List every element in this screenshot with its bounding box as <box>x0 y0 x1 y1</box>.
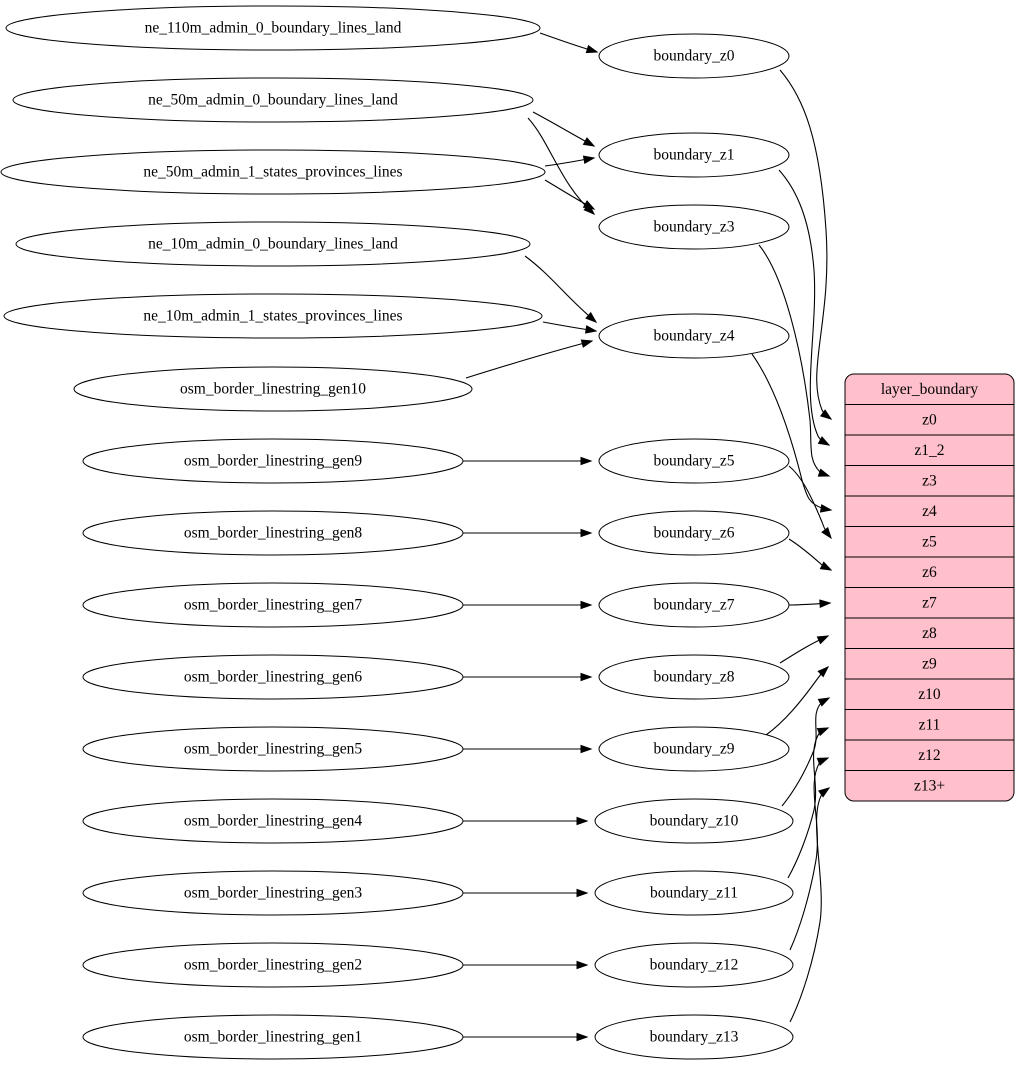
arrow-icon <box>577 889 587 896</box>
edge <box>752 354 831 510</box>
source-nodes-group <box>1 6 545 1059</box>
source-node-label: osm_border_linestring_gen1 <box>183 1028 363 1046</box>
arrow-icon <box>577 961 587 968</box>
source-node[interactable] <box>83 655 463 699</box>
table-row[interactable]: z4 <box>922 502 937 520</box>
edge <box>789 466 831 538</box>
source-node-label: osm_border_linestring_gen2 <box>183 956 363 974</box>
edge <box>466 341 592 378</box>
table-row[interactable]: z8 <box>922 624 937 642</box>
source-node[interactable] <box>4 294 542 338</box>
source-node-label: osm_border_linestring_gen3 <box>183 884 363 902</box>
intermediate-node-label: boundary_z4 <box>653 327 735 345</box>
edge <box>779 170 829 445</box>
source-node-label: ne_10m_admin_1_states_provinces_lines <box>143 307 403 325</box>
source-node-label: ne_10m_admin_0_boundary_lines_land <box>148 235 398 253</box>
arrow-icon <box>820 600 830 607</box>
intermediate-node-label: boundary_z12 <box>649 956 739 974</box>
arrow-icon <box>584 156 594 163</box>
intermediate-node[interactable] <box>595 943 793 987</box>
source-node-label: osm_border_linestring_gen8 <box>183 524 363 542</box>
layer-table <box>845 374 1014 801</box>
source-node[interactable] <box>1 150 545 194</box>
table-row[interactable]: z0 <box>922 411 937 429</box>
arrow-icon <box>581 673 591 680</box>
arrow-icon <box>820 562 831 570</box>
edge <box>528 118 594 214</box>
edge <box>788 728 828 878</box>
table-row[interactable]: z7 <box>922 594 937 612</box>
source-node-label: ne_110m_admin_0_boundary_lines_land <box>144 19 402 37</box>
source-node-label: ne_50m_admin_1_states_provinces_lines <box>143 163 403 181</box>
source-node[interactable] <box>16 222 530 266</box>
edge <box>759 245 829 476</box>
source-node-label: ne_50m_admin_0_boundary_lines_land <box>148 91 398 109</box>
arrow-icon <box>818 469 829 476</box>
source-node[interactable] <box>74 367 472 411</box>
source-node[interactable] <box>83 943 463 987</box>
arrow-icon <box>581 601 591 608</box>
source-node[interactable] <box>83 511 463 555</box>
intermediate-node-label: boundary_z9 <box>653 740 735 758</box>
intermediate-node-label: boundary_z13 <box>649 1028 739 1046</box>
intermediate-node[interactable] <box>599 439 789 483</box>
arrow-icon <box>817 636 828 643</box>
intermediate-node[interactable] <box>599 511 789 555</box>
intermediate-node-label: boundary_z1 <box>653 146 735 164</box>
intermediate-node[interactable] <box>599 583 789 627</box>
intermediate-node-label: boundary_z8 <box>653 668 735 686</box>
intermediate-node-label: boundary_z6 <box>653 524 735 542</box>
intermediate-node-label: boundary_z0 <box>653 47 735 65</box>
arrow-icon <box>586 326 596 333</box>
table-row[interactable]: z11 <box>918 716 941 734</box>
arrow-icon <box>581 340 592 347</box>
intermediate-node-label: boundary_z7 <box>653 596 735 614</box>
source-node[interactable] <box>83 439 463 483</box>
source-node[interactable] <box>6 6 540 50</box>
source-node[interactable] <box>83 871 463 915</box>
source-node-label: osm_border_linestring_gen5 <box>183 740 363 758</box>
arrow-icon <box>584 201 594 209</box>
intermediate-node[interactable] <box>595 871 793 915</box>
intermediate-node[interactable] <box>599 205 789 249</box>
arrow-icon <box>577 817 587 824</box>
intermediate-node-label: boundary_z5 <box>653 452 735 470</box>
intermediate-node-label: boundary_z11 <box>649 884 739 902</box>
arrow-icon <box>586 46 597 53</box>
intermediate-node[interactable] <box>595 799 793 843</box>
arrow-icon <box>822 528 831 538</box>
source-node[interactable] <box>13 78 533 122</box>
table-row[interactable]: z1_2 <box>914 441 945 459</box>
layer-table-header: layer_boundary <box>880 380 979 398</box>
table-row[interactable]: z12 <box>918 746 941 764</box>
source-node[interactable] <box>83 583 463 627</box>
source-node-label: osm_border_linestring_gen4 <box>183 812 363 830</box>
table-row[interactable]: z9 <box>922 655 937 673</box>
table-row[interactable]: z3 <box>922 472 937 490</box>
arrow-icon <box>581 457 591 464</box>
source-node-label: osm_border_linestring_gen9 <box>183 452 363 470</box>
intermediate-node-label: boundary_z3 <box>653 218 735 236</box>
arrow-icon <box>581 745 591 752</box>
edge <box>780 70 831 419</box>
intermediate-nodes-group <box>595 34 793 1059</box>
arrow-icon <box>584 138 594 146</box>
intermediate-node[interactable] <box>599 314 789 358</box>
arrow-icon <box>821 505 831 512</box>
intermediate-node[interactable] <box>599 133 789 177</box>
arrow-icon <box>577 1033 587 1040</box>
arrow-icon <box>581 529 591 536</box>
source-node[interactable] <box>83 727 463 771</box>
intermediate-node[interactable] <box>599 727 789 771</box>
source-node[interactable] <box>83 1015 463 1059</box>
source-node-label: osm_border_linestring_gen10 <box>180 380 366 398</box>
intermediate-node[interactable] <box>599 655 789 699</box>
source-node[interactable] <box>83 799 463 843</box>
edge <box>790 788 829 1022</box>
table-row[interactable]: z6 <box>922 563 937 581</box>
intermediate-node[interactable] <box>599 34 789 78</box>
source-node-label: osm_border_linestring_gen7 <box>183 596 363 614</box>
table-row[interactable]: z13+ <box>913 777 946 795</box>
intermediate-node-label: boundary_z10 <box>649 812 739 830</box>
table-row[interactable]: z10 <box>918 685 941 703</box>
arrow-icon <box>819 788 829 797</box>
intermediate-node[interactable] <box>595 1015 793 1059</box>
source-node-label: osm_border_linestring_gen6 <box>183 668 363 686</box>
table-row[interactable]: z5 <box>922 533 937 551</box>
